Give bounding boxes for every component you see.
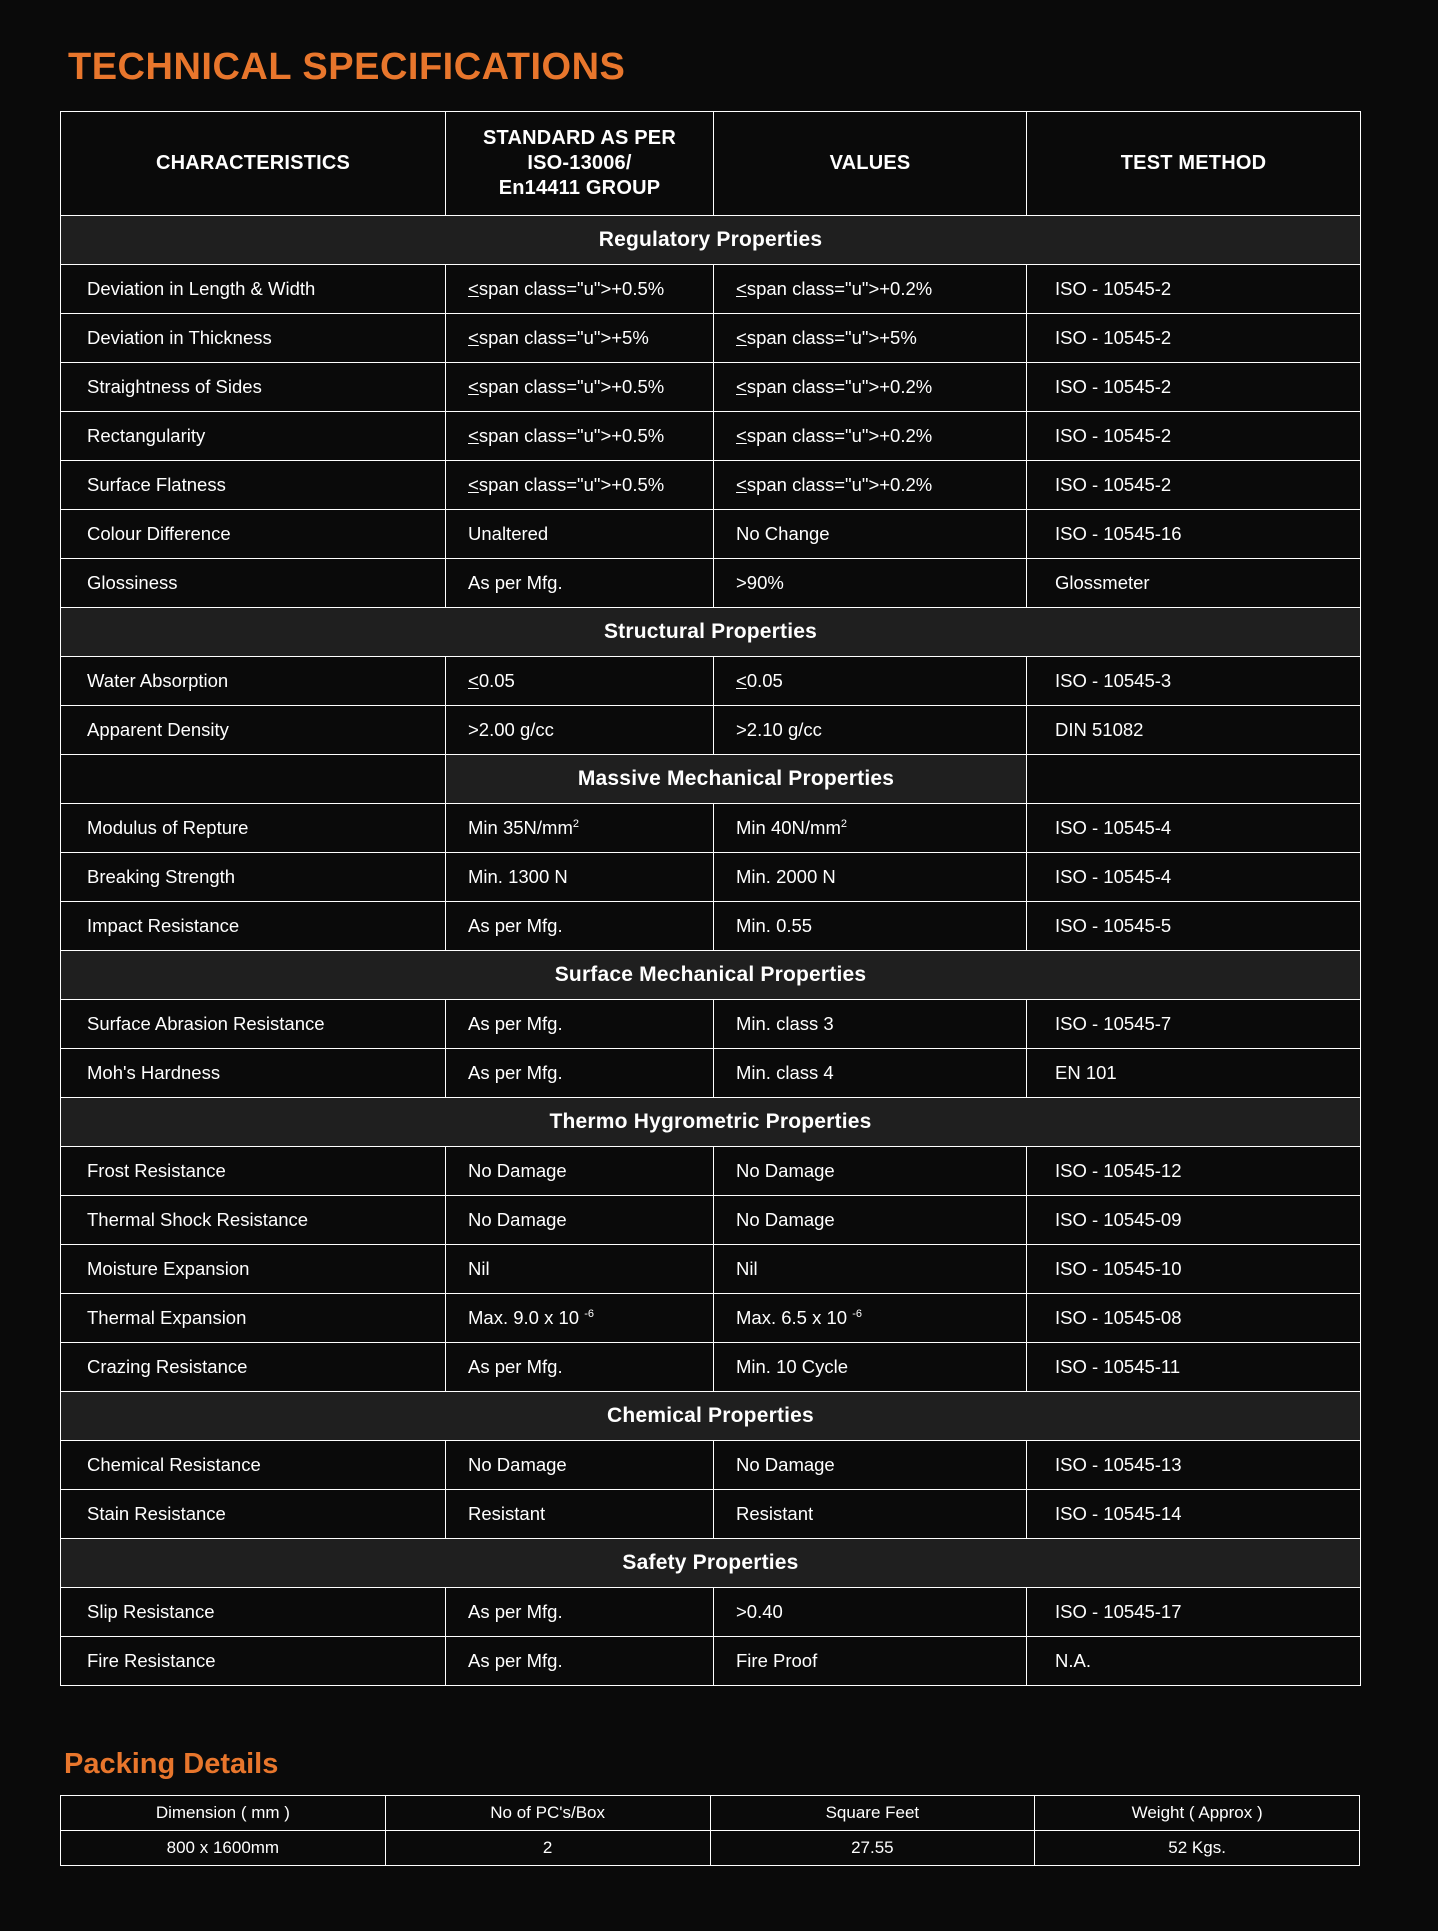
table-header-row [61, 112, 1361, 216]
cell-standard: As per Mfg. [446, 1049, 714, 1098]
column-header-characteristics: CHARACTERISTICS [61, 112, 446, 216]
packing-column-header: Square Feet [710, 1796, 1035, 1831]
cell-value: No Change [714, 510, 1027, 559]
column-header-standard [446, 112, 714, 216]
column-header-standard-line1: STANDARD AS PER [482, 127, 676, 149]
table-row [61, 1294, 1361, 1343]
table-row [61, 1343, 1361, 1392]
cell-standard: Max. 9.0 x 10 $^{-6}$ [446, 1294, 714, 1343]
table-row [61, 363, 1361, 412]
cell-test-method: N.A. [1027, 1637, 1361, 1686]
cell-characteristic: Water Absorption [61, 657, 446, 706]
cell-value: <span class="u">+0.2% [714, 363, 1027, 412]
table-row [61, 1000, 1361, 1049]
cell-standard: <0.05 [446, 657, 714, 706]
cell-standard: Unaltered [446, 510, 714, 559]
cell-characteristic: Deviation in Thickness [61, 314, 446, 363]
table-row [61, 510, 1361, 559]
cell-value: Min. 10 Cycle [714, 1343, 1027, 1392]
column-header-values: VALUES [714, 112, 1027, 216]
cell-value: Resistant [714, 1490, 1027, 1539]
cell-value: <span class="u">+0.2% [714, 461, 1027, 510]
section-title: Safety Properties [61, 1539, 1361, 1588]
cell-standard: No Damage [446, 1147, 714, 1196]
section-header-row [61, 1098, 1361, 1147]
cell-standard: <span class="u">+0.5% [446, 412, 714, 461]
packing-column-header: Weight ( Approx ) [1035, 1796, 1360, 1831]
cell-test-method: ISO - 10545-3 [1027, 657, 1361, 706]
cell-test-method: ISO - 10545-5 [1027, 902, 1361, 951]
packing-cell: 27.55 [710, 1831, 1035, 1866]
cell-standard: <span class="u">+0.5% [446, 265, 714, 314]
cell-characteristic: Rectangularity [61, 412, 446, 461]
cell-test-method: ISO - 10545-7 [1027, 1000, 1361, 1049]
table-row [61, 1196, 1361, 1245]
cell-test-method: ISO - 10545-09 [1027, 1196, 1361, 1245]
cell-characteristic: Glossiness [61, 559, 446, 608]
section-header-row [61, 1539, 1361, 1588]
packing-cell: 800 x 1600mm [61, 1831, 386, 1866]
table-row [61, 1147, 1361, 1196]
table-row [61, 1245, 1361, 1294]
section-header-row [61, 1392, 1361, 1441]
cell-characteristic: Straightness of Sides [61, 363, 446, 412]
cell-standard: <span class="u">+5% [446, 314, 714, 363]
cell-standard: Resistant [446, 1490, 714, 1539]
cell-value: Min. class 4 [714, 1049, 1027, 1098]
cell-characteristic: Frost Resistance [61, 1147, 446, 1196]
cell-standard: As per Mfg. [446, 1000, 714, 1049]
cell-test-method: ISO - 10545-2 [1027, 265, 1361, 314]
table-row [61, 1049, 1361, 1098]
section-header-row [61, 608, 1361, 657]
table-row [61, 706, 1361, 755]
cell-value: Min $40N/mm^2$ [714, 804, 1027, 853]
cell-characteristic: Apparent Density [61, 706, 446, 755]
section-title: Surface Mechanical Properties [61, 951, 1361, 1000]
cell-test-method: ISO - 10545-08 [1027, 1294, 1361, 1343]
packing-row [61, 1831, 1360, 1866]
cell-value: Min. class 3 [714, 1000, 1027, 1049]
column-header-standard-line3: En14411 GROUP [498, 177, 661, 199]
cell-value: Max. 6.5 x 10 $^{-6}$ [714, 1294, 1027, 1343]
cell-test-method: ISO - 10545-2 [1027, 412, 1361, 461]
section-title: Thermo Hygrometric Properties [61, 1098, 1361, 1147]
cell-value: >2.10 g/cc [714, 706, 1027, 755]
table-row [61, 1588, 1361, 1637]
cell-value: <span class="u">+5% [714, 314, 1027, 363]
cell-characteristic: Slip Resistance [61, 1588, 446, 1637]
cell-value: <span class="u">+0.2% [714, 412, 1027, 461]
packing-header [61, 1796, 1360, 1831]
cell-standard: No Damage [446, 1441, 714, 1490]
cell-test-method: ISO - 10545-13 [1027, 1441, 1361, 1490]
section-header-row [61, 216, 1361, 265]
cell-value: >0.40 [714, 1588, 1027, 1637]
column-header-test-method: TEST METHOD [1027, 112, 1361, 216]
cell-standard: As per Mfg. [446, 1588, 714, 1637]
table-row [61, 902, 1361, 951]
packing-header-row [61, 1796, 1360, 1831]
cell-standard: As per Mfg. [446, 902, 714, 951]
packing-body [61, 1831, 1360, 1866]
cell-characteristic: Stain Resistance [61, 1490, 446, 1539]
cell-test-method: ISO - 10545-2 [1027, 314, 1361, 363]
table-row [61, 461, 1361, 510]
cell-value: Min. 0.55 [714, 902, 1027, 951]
table-row [61, 853, 1361, 902]
technical-specifications-table [60, 111, 1361, 1686]
cell-test-method: ISO - 10545-16 [1027, 510, 1361, 559]
cell-standard: Min. 1300 N [446, 853, 714, 902]
cell-value: <0.05 [714, 657, 1027, 706]
cell-value: >90% [714, 559, 1027, 608]
table-body [61, 216, 1361, 1686]
cell-value: No Damage [714, 1441, 1027, 1490]
cell-test-method: ISO - 10545-11 [1027, 1343, 1361, 1392]
table-header [61, 112, 1361, 216]
cell-standard: As per Mfg. [446, 1637, 714, 1686]
cell-characteristic: Moisture Expansion [61, 1245, 446, 1294]
section-blank-cell [61, 755, 446, 804]
table-row [61, 559, 1361, 608]
cell-value: <span class="u">+0.2% [714, 265, 1027, 314]
cell-standard: No Damage [446, 1196, 714, 1245]
cell-test-method: ISO - 10545-4 [1027, 804, 1361, 853]
cell-standard: Min $35N/mm^2$ [446, 804, 714, 853]
packing-cell: 52 Kgs. [1035, 1831, 1360, 1866]
cell-characteristic: Modulus of Repture [61, 804, 446, 853]
cell-value: Fire Proof [714, 1637, 1027, 1686]
cell-characteristic: Fire Resistance [61, 1637, 446, 1686]
cell-standard: As per Mfg. [446, 559, 714, 608]
table-row [61, 412, 1361, 461]
cell-standard: <span class="u">+0.5% [446, 461, 714, 510]
table-row [61, 1637, 1361, 1686]
cell-value: Nil [714, 1245, 1027, 1294]
table-row [61, 265, 1361, 314]
cell-value: No Damage [714, 1196, 1027, 1245]
cell-characteristic: Surface Flatness [61, 461, 446, 510]
table-row [61, 804, 1361, 853]
table-row [61, 1441, 1361, 1490]
cell-characteristic: Deviation in Length & Width [61, 265, 446, 314]
cell-characteristic: Chemical Resistance [61, 1441, 446, 1490]
section-header-row [61, 755, 1361, 804]
column-header-standard-line2: ISO-13006/ [527, 152, 632, 174]
cell-standard: As per Mfg. [446, 1343, 714, 1392]
cell-test-method: EN 101 [1027, 1049, 1361, 1098]
cell-value: Min. 2000 N [714, 853, 1027, 902]
section-title: Regulatory Properties [61, 216, 1361, 265]
cell-characteristic: Crazing Resistance [61, 1343, 446, 1392]
cell-characteristic: Moh's Hardness [61, 1049, 446, 1098]
section-blank-cell [1027, 755, 1361, 804]
packing-cell: 2 [385, 1831, 710, 1866]
cell-test-method: DIN 51082 [1027, 706, 1361, 755]
cell-test-method: ISO - 10545-14 [1027, 1490, 1361, 1539]
cell-test-method: ISO - 10545-2 [1027, 363, 1361, 412]
cell-standard: >2.00 g/cc [446, 706, 714, 755]
cell-test-method: Glossmeter [1027, 559, 1361, 608]
table-row [61, 314, 1361, 363]
packing-details-title: Packing Details [64, 1748, 279, 1780]
cell-characteristic: Impact Resistance [61, 902, 446, 951]
section-title: Chemical Properties [61, 1392, 1361, 1441]
table-row [61, 657, 1361, 706]
cell-test-method: ISO - 10545-10 [1027, 1245, 1361, 1294]
cell-test-method: ISO - 10545-4 [1027, 853, 1361, 902]
section-header-row [61, 951, 1361, 1000]
cell-characteristic: Thermal Expansion [61, 1294, 446, 1343]
cell-standard: Nil [446, 1245, 714, 1294]
cell-characteristic: Breaking Strength [61, 853, 446, 902]
cell-value: No Damage [714, 1147, 1027, 1196]
table-row [61, 1490, 1361, 1539]
packing-details-table [60, 1795, 1360, 1866]
cell-test-method: ISO - 10545-17 [1027, 1588, 1361, 1637]
packing-column-header: Dimension ( mm ) [61, 1796, 386, 1831]
packing-column-header: No of PC's/Box [385, 1796, 710, 1831]
cell-characteristic: Colour Difference [61, 510, 446, 559]
cell-characteristic: Thermal Shock Resistance [61, 1196, 446, 1245]
cell-test-method: ISO - 10545-12 [1027, 1147, 1361, 1196]
cell-standard: <span class="u">+0.5% [446, 363, 714, 412]
cell-test-method: ISO - 10545-2 [1027, 461, 1361, 510]
page-title: TECHNICAL SPECIFICATIONS [68, 46, 626, 88]
section-title: Massive Mechanical Properties [446, 755, 1027, 804]
cell-characteristic: Surface Abrasion Resistance [61, 1000, 446, 1049]
section-title: Structural Properties [61, 608, 1361, 657]
